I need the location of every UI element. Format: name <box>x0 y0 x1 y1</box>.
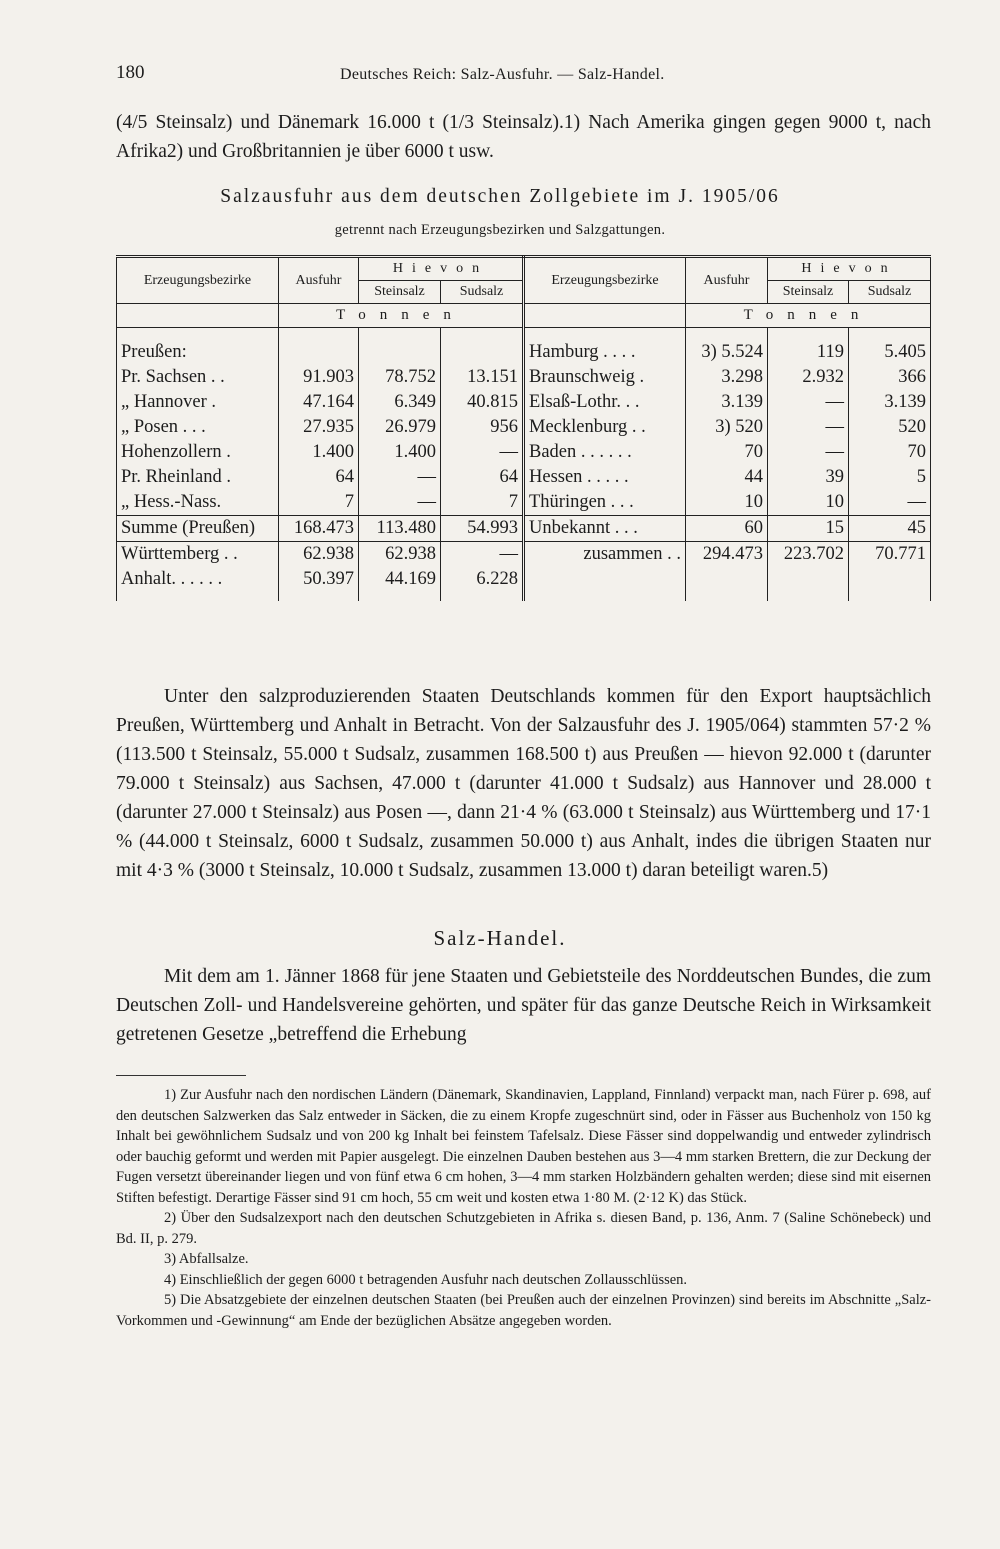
right-brine-salt: 5 <box>849 465 931 490</box>
table-subtitle: getrennt nach Erzeugungsbezirken und Salzgattungen. <box>334 222 666 238</box>
left-brine-salt: 7 <box>441 490 524 516</box>
right-district-name: Braunschweig . <box>524 365 686 390</box>
left-brine-salt: — <box>441 542 524 568</box>
left-rock-salt: 113.480 <box>359 516 441 542</box>
left-export: 50.397 <box>279 567 359 601</box>
right-district-name <box>524 567 686 601</box>
right-brine-salt: 45 <box>849 516 931 542</box>
header-export-left: Ausfuhr <box>279 257 359 304</box>
left-export: 7 <box>279 490 359 516</box>
left-export: 91.903 <box>279 365 359 390</box>
left-brine-salt: 40.815 <box>441 390 524 415</box>
footnote-1: 1) Zur Ausfuhr nach den nordischen Ländern (Dänemark, Skandinavien, Lappland, Finnland) verpackt man, nach Fürer p. 698, auf den deutschen Salzwerken das Salz entweder in Säcken, die zu einem Kropfe zugeschnürt sind, oder in Fässer aus Buchenholz von 150 kg Inhalt bei gewöhnlichem Sudsalz und von 200 kg Inhalt bei feinstem Tafelsalz. Diese Fässer sind doppelwandig und entweder zylindrisch oder bauchig geformt und werden mit Papier ausgelegt. Die einzelnen Dauben bestehen aus 3—4 mm starken Brettern, die zur Deckung der Fugen versetzt übereinander liegen und von fünf etwa 6 cm hohen, 3—4 mm starken Holzbändern gehalten werden; diese sind mit eisernen Stiften befestigt. Derartige Fässer sind 91 cm hoch, 55 cm weit und kosten etwa 1·80 M. (2·12 K) das Stück. <box>116 1087 931 1206</box>
right-export: 70 <box>686 440 768 465</box>
header-export-right: Ausfuhr <box>686 257 768 304</box>
header-hievon-right: Hievon <box>768 257 931 281</box>
salt-export-table <box>116 255 930 655</box>
section-text: Mit dem am 1. Jänner 1868 für jene Staaten und Gebietsteile des Norddeutschen Bundes, die zum Deutschen Zoll- und Handelsvereine gehörten, und später für das ganze Deutsche Reich in Wirksamkeit getretenen Gesetze „betreffend die Erhebung <box>116 966 931 1045</box>
right-district-name: Mecklenburg . . <box>524 415 686 440</box>
header-rock-salt-right: Steinsalz <box>768 281 849 304</box>
left-export: 62.938 <box>279 542 359 568</box>
right-district-name: Elsaß-Lothr. . . <box>524 390 686 415</box>
header-district-left: Erzeugungsbezirke <box>117 257 279 304</box>
left-district-name: Summe (Preußen) <box>117 516 279 542</box>
header-brine-salt-right: Sudsalz <box>849 281 931 304</box>
left-district-name: Pr. Rheinland . <box>117 465 279 490</box>
body-text: Unter den salzproduzierenden Staaten Deutschlands kommen für den Export hauptsächlich Preußen, Württemberg und Anhalt in Betracht. Von der Salzausfuhr des J. 1905/064) stammten 57·2 % (113.500 t Steinsalz, 55.000 t Sudsalz, zusammen 168.500 t) aus Preußen — hievon 92.000 t (darunter 79.000 t Steinsalz) aus Sachsen, 47.000 t (darunter 41.000 t Sudsalz) aus Hannover und 28.000 t (darunter 27.000 t Steinsalz) aus Posen —, dann 21·4 % (63.000 t Steinsalz) aus Württemberg und 17·1 % (44.000 t Steinsalz, 6000 t Sudsalz, zusammen 50.000 t) aus Anhalt, indes die übrigen Staaten nur mit 4·3 % (3000 t Steinsalz, 10.000 t Sudsalz, zusammen 13.000 t) daran beteiligt waren.5) <box>116 686 931 881</box>
right-rock-salt: — <box>768 415 849 440</box>
left-rock-salt: 62.938 <box>359 542 441 568</box>
table-row <box>117 365 931 390</box>
right-district-name: Hamburg . . . . <box>524 340 686 365</box>
left-district-name: „ Hannover . <box>117 390 279 415</box>
left-export: 1.400 <box>279 440 359 465</box>
left-district-name: Preußen: <box>117 340 279 365</box>
left-brine-salt: 956 <box>441 415 524 440</box>
left-brine-salt <box>441 340 524 365</box>
header-district-right: Erzeugungsbezirke <box>524 257 686 304</box>
footnotes <box>116 1085 931 1331</box>
right-export: 44 <box>686 465 768 490</box>
right-brine-salt: 70 <box>849 440 931 465</box>
right-brine-salt: 5.405 <box>849 340 931 365</box>
left-rock-salt: 44.169 <box>359 567 441 601</box>
right-export: 294.473 <box>686 542 768 568</box>
left-district-name: Württemberg . . <box>117 542 279 568</box>
left-district-name: Anhalt. . . . . . <box>117 567 279 601</box>
left-rock-salt: 78.752 <box>359 365 441 390</box>
footnote-2: 2) Über den Sudsalzexport nach den deutschen Schutzgebieten in Afrika s. diesen Band, p. 136, Anm. 7 (Saline Schönebeck) und Bd. II, p. 279. <box>116 1210 931 1247</box>
right-rock-salt: 223.702 <box>768 542 849 568</box>
left-export: 27.935 <box>279 415 359 440</box>
section-heading: Salz-Handel. <box>433 926 567 950</box>
table-row <box>117 490 931 516</box>
right-rock-salt: 119 <box>768 340 849 365</box>
header-brine-salt-left: Sudsalz <box>441 281 524 304</box>
body-paragraph <box>116 682 931 885</box>
right-rock-salt: 39 <box>768 465 849 490</box>
right-export: 3) 5.524 <box>686 340 768 365</box>
footnote-5: 5) Die Absatzgebiete der einzelnen deutschen Staaten (bei Preußen auch der einzelnen Provinzen) sind bereits im Abschnitte „Salz-Vorkommen und -Gewinnung“ am Ende der bezüglichen Absätze angegeben worden. <box>116 1292 931 1329</box>
right-export: 3) 520 <box>686 415 768 440</box>
left-export: 168.473 <box>279 516 359 542</box>
left-rock-salt: — <box>359 490 441 516</box>
left-brine-salt: — <box>441 440 524 465</box>
table-row <box>117 516 931 542</box>
right-brine-salt <box>849 567 931 601</box>
table-row <box>117 542 931 568</box>
left-brine-salt: 54.993 <box>441 516 524 542</box>
header-units-left: Tonnen <box>279 304 524 328</box>
left-district-name: Pr. Sachsen . . <box>117 365 279 390</box>
right-export: 10 <box>686 490 768 516</box>
table-row <box>117 567 931 601</box>
footnote-4: 4) Einschließlich der gegen 6000 t betragenden Ausfuhr nach deutschen Zollausschlüssen. <box>164 1271 688 1288</box>
intro-paragraph <box>116 108 931 166</box>
right-brine-salt: 366 <box>849 365 931 390</box>
left-rock-salt: 6.349 <box>359 390 441 415</box>
right-brine-salt: 70.771 <box>849 542 931 568</box>
section-paragraph <box>116 962 931 1049</box>
page-number: 180 <box>116 62 145 83</box>
right-export: 60 <box>686 516 768 542</box>
right-district-name: Hessen . . . . . <box>524 465 686 490</box>
left-district-name: Hohenzollern . <box>117 440 279 465</box>
right-rock-salt <box>768 567 849 601</box>
right-brine-salt: 3.139 <box>849 390 931 415</box>
header-rock-salt-left: Steinsalz <box>359 281 441 304</box>
table-row <box>117 465 931 490</box>
right-export <box>686 567 768 601</box>
right-district-name: Thüringen . . . <box>524 490 686 516</box>
table-row <box>117 440 931 465</box>
right-district-name: Unbekannt . . . <box>524 516 686 542</box>
left-district-name: „ Hess.-Nass. <box>117 490 279 516</box>
right-rock-salt: 2.932 <box>768 365 849 390</box>
table-title: Salzausfuhr aus dem deutschen Zollgebiete im J. 1905/06 <box>220 186 780 207</box>
header-units-right: Tonnen <box>686 304 931 328</box>
right-rock-salt: — <box>768 440 849 465</box>
left-rock-salt: — <box>359 465 441 490</box>
left-rock-salt: 1.400 <box>359 440 441 465</box>
left-rock-salt <box>359 340 441 365</box>
left-export <box>279 340 359 365</box>
intro-text: (4/5 Steinsalz) und Dänemark 16.000 t (1/3 Steinsalz).1) Nach Amerika gingen gegen 9000 t, nach Afrika2) und Großbritannien je über 6000 t usw. <box>116 112 931 162</box>
table-row <box>117 390 931 415</box>
right-rock-salt: — <box>768 390 849 415</box>
table-row <box>117 415 931 440</box>
left-brine-salt: 6.228 <box>441 567 524 601</box>
running-head: Deutsches Reich: Salz-Ausfuhr. — Salz-Handel. <box>340 66 665 83</box>
footnote-3: 3) Abfallsalze. <box>164 1251 249 1267</box>
right-brine-salt: 520 <box>849 415 931 440</box>
left-brine-salt: 64 <box>441 465 524 490</box>
table-row <box>117 340 931 365</box>
left-rock-salt: 26.979 <box>359 415 441 440</box>
header-hievon-left: Hievon <box>359 257 524 281</box>
right-district-name: zusammen . . <box>524 542 686 568</box>
right-export: 3.139 <box>686 390 768 415</box>
left-export: 64 <box>279 465 359 490</box>
right-rock-salt: 10 <box>768 490 849 516</box>
right-district-name: Baden . . . . . . <box>524 440 686 465</box>
left-district-name: „ Posen . . . <box>117 415 279 440</box>
footnote-rule <box>116 1075 246 1076</box>
right-rock-salt: 15 <box>768 516 849 542</box>
left-brine-salt: 13.151 <box>441 365 524 390</box>
right-brine-salt: — <box>849 490 931 516</box>
left-export: 47.164 <box>279 390 359 415</box>
right-export: 3.298 <box>686 365 768 390</box>
